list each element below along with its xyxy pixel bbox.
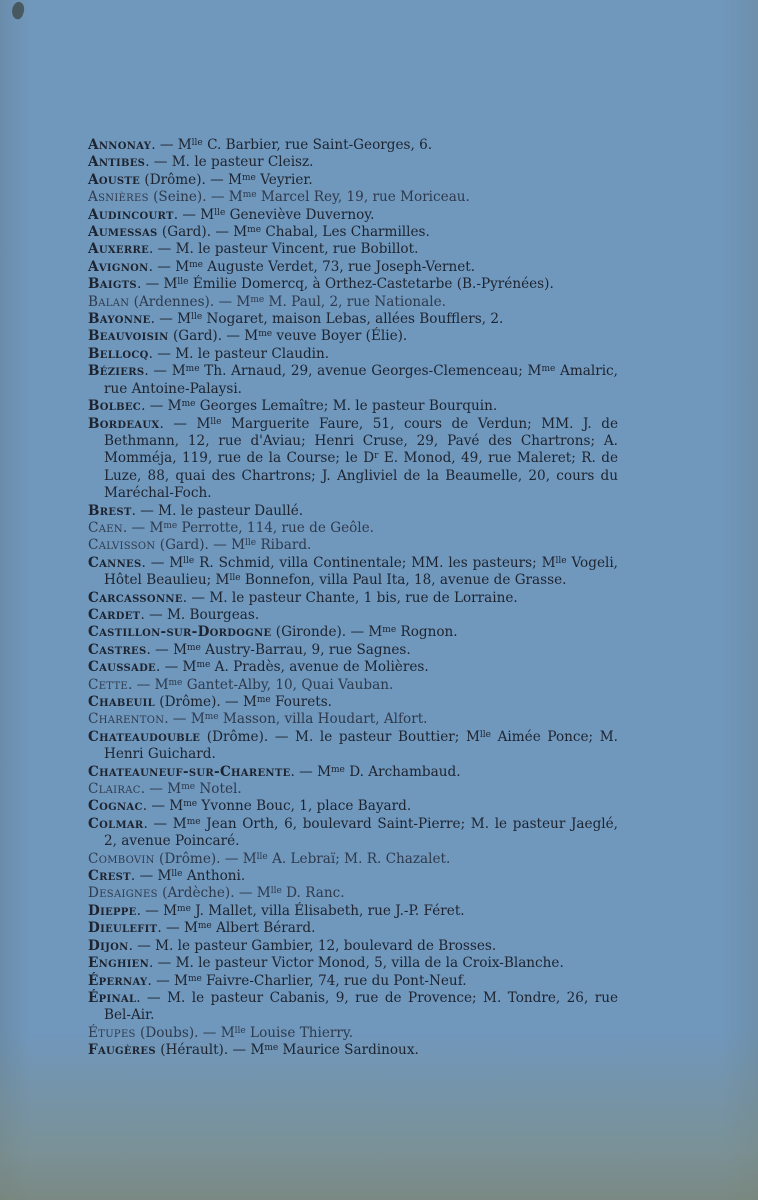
- directory-entry: Caussade. — $M^{me}$ A. Pradès, avenue de Molières.: [88, 659, 429, 676]
- contact-details: M. Bourgeas.: [167, 606, 260, 623]
- directory-entry: Crest. — $M^{lle}$ Anthoni.: [88, 868, 246, 885]
- directory-entry: Épernay. — $M^{me}$ Faivre-Charlier, 74, rue du Pont-Neuf.: [88, 972, 467, 989]
- town-name: Caussade: [88, 659, 156, 676]
- contact-details: $M^{lle}$ A. Lebraï; M. R. Chazalet.: [242, 850, 451, 867]
- region-name: (Gard): [161, 224, 207, 241]
- town-name: Aumessas: [88, 224, 158, 241]
- region-name: (Drôme): [206, 728, 264, 745]
- town-name: Brest: [88, 502, 132, 519]
- directory-entry: Chateauneuf-sur-Charente. — $M^{me}$ D. Archambaud.: [88, 763, 461, 780]
- contact-details: $M^{me}$ Veyrier.: [228, 171, 313, 188]
- town-name: Annonay: [88, 137, 152, 153]
- directory-entry: Clairac. — $M^{me}$ Notel.: [88, 781, 242, 798]
- town-name: Carcassonne: [88, 589, 183, 606]
- town-name: Antibes: [88, 154, 146, 171]
- town-name: Chabeuil: [88, 694, 155, 710]
- town-name: Baigts: [88, 276, 137, 293]
- contact-details: $M^{me}$ veuve Boyer (Élie).: [244, 328, 408, 345]
- contact-details: M. le pasteur Cabanis, 9, rue de Provence; M. Tondre, 26, rue Bel-Air.: [104, 989, 619, 1024]
- directory-entry: Caen. — $M^{me}$ Perrotte, 114, rue de Geôle.: [88, 519, 375, 536]
- contact-details: $M^{me}$ Th. Arnaud, 29, avenue Georges-Clemenceau; $M^{me}$ Amalric, rue Antoine-Palaysi.: [104, 363, 618, 397]
- abbrev-superscript: me: [382, 625, 397, 636]
- directory-entry: Castillon-sur-Dordogne (Gironde). — $M^{me}$ Rognon.: [88, 624, 458, 641]
- town-name: Balan: [88, 293, 130, 310]
- town-name: Desaignes: [88, 885, 158, 902]
- abbrev-superscript: me: [177, 903, 191, 914]
- directory-entry: Aumessas (Gard). — $M^{me}$ Chabal, Les Charmilles.: [88, 224, 430, 241]
- directory-entry: Desaignes (Ardèche). — $M^{lle}$ D. Ranc.: [88, 885, 345, 902]
- directory-entry: Audincourt. — $M^{lle}$ Geneviève Duvernoy.: [88, 206, 375, 223]
- abbrev-superscript: me: [250, 294, 265, 305]
- abbrev-superscript: me: [258, 329, 273, 340]
- abbrev-superscript: me: [242, 172, 256, 183]
- contact-details: $M^{me}$ Gantet-Alby, 10, Quai Vauban.: [154, 676, 394, 693]
- contact-details: $M^{me}$ Faivre-Charlier, 74, rue du Pont-Neuf.: [174, 972, 467, 989]
- contact-details: $M^{me}$ D. Archambaud.: [317, 763, 461, 780]
- town-name: Crest: [88, 868, 131, 885]
- contact-details: $M^{me}$ M. Paul, 2, rue Nationale.: [236, 293, 446, 310]
- abbrev-superscript: me: [181, 782, 196, 793]
- region-name: (Ardennes): [133, 293, 210, 310]
- contact-details: $M^{me}$ Auguste Verdet, 73, rue Joseph-Vernet.: [175, 258, 476, 275]
- contact-details: $M^{lle}$ Nogaret, maison Lebas, allées Boufflers, 2.: [177, 311, 504, 328]
- region-name: (Doubs): [140, 1024, 195, 1041]
- region-name: (Gard): [172, 328, 218, 345]
- directory-entry: Aouste (Drôme). — $M^{me}$ Veyrier.: [88, 171, 313, 188]
- contact-details: $M^{me}$ Maurice Sardinoux.: [250, 1042, 419, 1059]
- abbrev-superscript: me: [197, 921, 212, 932]
- contact-details: $M^{lle}$ Louise Thierry.: [220, 1024, 354, 1041]
- contact-details: M. le pasteur Daullé.: [158, 502, 304, 519]
- contact-details: $M^{me}$ Georges Lemaître; M. le pasteur Bourquin.: [167, 398, 498, 415]
- town-name: Castres: [88, 641, 147, 658]
- town-name: Bayonne: [88, 311, 151, 328]
- directory-entry: Calvisson (Gard). — $M^{lle}$ Ribard.: [88, 537, 312, 554]
- directory-entry: Charenton. — $M^{me}$ Masson, villa Houdart, Alfort.: [88, 711, 428, 728]
- directory-entry: Castres. — $M^{me}$ Austry-Barrau, 9, rue Sagnes.: [88, 641, 411, 658]
- abbrev-superscript: me: [187, 973, 202, 984]
- town-name: Aouste: [88, 171, 141, 188]
- abbrev-superscript: me: [185, 364, 200, 375]
- directory-entry: Baigts. — $M^{lle}$ Émilie Domercq, à Orthez-Castetarbe (B.-Pyrénées).: [88, 276, 554, 293]
- town-name: Dieppe: [88, 902, 137, 919]
- town-name: Bordeaux: [88, 415, 160, 432]
- town-name: Chateaudouble: [88, 728, 201, 745]
- region-name: (Drôme): [144, 171, 202, 188]
- directory-entry: Chateaudouble (Drôme). — M. le pasteur Bouttier; $M^{lle}$ Aimée Ponce; M. Henri Guichard.: [88, 728, 618, 763]
- directory-entry: Beauvoisin (Gard). — $M^{me}$ veuve Boyer (Élie).: [88, 328, 408, 345]
- directory-entry: Auxerre. — M. le pasteur Vincent, rue Bobillot.: [88, 241, 419, 258]
- town-name: Béziers: [88, 363, 145, 380]
- directory-entry: Dijon. — M. le pasteur Gambier, 12, boulevard de Brosses.: [88, 937, 497, 954]
- town-name: Colmar: [88, 815, 144, 832]
- abbrev-superscript: lle: [171, 869, 183, 880]
- contact-details: M. le pasteur Chante, 1 bis, rue de Lorraine.: [209, 589, 518, 606]
- abbrev-superscript: me: [186, 642, 201, 653]
- town-name: Faugères: [88, 1042, 156, 1059]
- contact-details: $M^{lle}$ C. Barbier, rue Saint-Georges, 6.: [177, 137, 433, 153]
- directory-entry: Cognac. — $M^{me}$ Yvonne Bouc, 1, place Bayard.: [88, 798, 412, 815]
- town-name: Audincourt: [88, 206, 174, 223]
- directory-entry: Avignon. — $M^{me}$ Auguste Verdet, 73, rue Joseph-Vernet.: [88, 258, 476, 275]
- town-name: Cette: [88, 676, 129, 693]
- directory-entry: Antibes. — M. le pasteur Cleisz.: [88, 154, 314, 171]
- region-name: (Seine): [153, 189, 203, 206]
- town-name: Beauvoisin: [88, 328, 169, 345]
- directory-entry: Bayonne. — $M^{lle}$ Nogaret, maison Lebas, allées Boufflers, 2.: [88, 311, 504, 328]
- directory-entry: Épinal. — M. le pasteur Cabanis, 9, rue de Provence; M. Tondre, 26, rue Bel-Air.: [88, 989, 619, 1024]
- contact-details: $M^{lle}$ Geneviève Duvernoy.: [200, 206, 375, 223]
- town-name: Enghien: [88, 955, 150, 972]
- contact-details: $M^{me}$ Notel.: [167, 781, 242, 798]
- abbrev-superscript: me: [204, 712, 219, 723]
- town-name: Auxerre: [88, 241, 149, 258]
- abbrev-superscript: lle: [210, 416, 222, 427]
- abbrev-superscript: me: [183, 799, 198, 810]
- contact-details: M. le pasteur Claudin.: [175, 345, 330, 362]
- directory-entry: Annonay. — $M^{lle}$ C. Barbier, rue Saint-Georges, 6.: [88, 137, 433, 153]
- contact-details: $M^{me}$ A. Pradès, avenue de Molières.: [182, 659, 429, 676]
- town-name: Bolbec: [88, 398, 142, 415]
- abbrev-superscript: me: [541, 364, 556, 375]
- directory-entry: Balan (Ardennes). — $M^{me}$ M. Paul, 2, rue Nationale.: [88, 293, 446, 310]
- directory-entry: Combovin (Drôme). — $M^{lle}$ A. Lebraï; M. R. Chazalet.: [88, 850, 451, 867]
- abbrev-superscript: r: [374, 451, 379, 462]
- directory-entry: Bolbec. — $M^{me}$ Georges Lemaître; M. le pasteur Bourquin.: [88, 398, 498, 415]
- region-name: (Gironde): [275, 624, 342, 641]
- abbrev-superscript: me: [181, 399, 196, 410]
- contact-details: $M^{lle}$ Émilie Domercq, à Orthez-Castetarbe (B.-Pyrénées).: [163, 276, 554, 293]
- region-name: (Hérault): [160, 1042, 224, 1059]
- town-name: Caen: [88, 519, 123, 536]
- town-name: Dieulefit: [88, 920, 158, 937]
- town-name: Épinal: [88, 989, 137, 1006]
- contact-details: $M^{lle}$ D. Ranc.: [256, 885, 345, 902]
- abbrev-superscript: me: [196, 660, 211, 671]
- town-name: Charenton: [88, 711, 165, 728]
- region-name: (Gard): [159, 537, 205, 554]
- directory-entry: Dieppe. — $M^{me}$ J. Mallet, villa Élisabeth, rue J.-P. Féret.: [88, 902, 465, 919]
- abbrev-superscript: lle: [177, 277, 189, 288]
- town-name: Bellocq: [88, 345, 149, 362]
- contact-details: M. le pasteur Gambier, 12, boulevard de Brosses.: [155, 937, 497, 954]
- town-name: Cognac: [88, 798, 143, 815]
- directory-entry: Bordeaux. — $M^{lle}$ Marguerite Faure, 51, cours de Verdun; MM. J. de Bethmann, 12, rue d'Aviau; Henri Cruse, 29, Pavé des Chartrons; A. Momméja, 119, rue de la Course; le $D^r$ E. Monod, 49, rue Maleret; R. de Luze, 88, quai des Chartrons; J. Angliviel de la Beaumelle, 20, cours du Maréchal-Foch.: [88, 415, 618, 502]
- town-name: Étupes: [88, 1024, 136, 1041]
- directory-entry: Chabeuil (Drôme). — $M^{me}$ Fourets.: [88, 694, 333, 710]
- abbrev-superscript: lle: [214, 207, 226, 218]
- abbrev-superscript: me: [264, 1043, 279, 1054]
- directory-entry: Dieulefit. — $M^{me}$ Albert Bérard.: [88, 920, 316, 937]
- directory-entry: Carcassonne. — M. le pasteur Chante, 1 bis, rue de Lorraine.: [88, 589, 518, 606]
- town-name: Combovin: [88, 850, 155, 867]
- abbrev-superscript: lle: [479, 729, 491, 740]
- directory-entry: Étupes (Doubs). — $M^{lle}$ Louise Thierry.: [88, 1024, 354, 1041]
- ink-stain-mark: [9, 0, 26, 20]
- abbrev-superscript: lle: [191, 312, 203, 323]
- region-name: (Drôme): [159, 694, 217, 710]
- contact-details: M. le pasteur Victor Monod, 5, villa de la Croix-Blanche.: [175, 955, 564, 972]
- abbrev-superscript: me: [168, 677, 183, 688]
- abbrev-superscript: lle: [234, 1025, 246, 1036]
- directory-entry: Cette. — $M^{me}$ Gantet-Alby, 10, Quai Vauban.: [88, 676, 394, 693]
- town-name: Clairac: [88, 781, 141, 798]
- contact-details: $M^{me}$ Jean Orth, 6, boulevard Saint-Pierre; M. le pasteur Jaeglé, 2, avenue Poincaré.: [104, 815, 618, 850]
- directory-list: [88, 137, 618, 1060]
- contact-details: $M^{me}$ Chabal, Les Charmilles.: [233, 224, 430, 241]
- abbrev-superscript: lle: [191, 138, 203, 148]
- town-name: Épernay: [88, 972, 148, 989]
- directory-entry: Brest. — M. le pasteur Daullé.: [88, 502, 304, 519]
- abbrev-superscript: lle: [555, 555, 567, 566]
- contact-details: $M^{me}$ Masson, villa Houdart, Alfort.: [190, 711, 428, 728]
- contact-details: $M^{lle}$ Anthoni.: [157, 868, 246, 885]
- abbrev-superscript: lle: [270, 886, 282, 897]
- directory-entry: Colmar. — $M^{me}$ Jean Orth, 6, boulevard Saint-Pierre; M. le pasteur Jaeglé, 2, avenue Poincaré.: [88, 815, 618, 850]
- town-name: Avignon: [88, 258, 149, 275]
- region-name: (Drôme): [159, 850, 217, 867]
- contact-details: $M^{me}$ J. Mallet, villa Élisabeth, rue J.-P. Féret.: [163, 902, 465, 919]
- abbrev-superscript: me: [163, 520, 178, 531]
- contact-details: M. le pasteur Bouttier; $M^{lle}$ Aimée Ponce; M. Henri Guichard.: [104, 728, 618, 763]
- contact-details: $M^{lle}$ Marguerite Faure, 51, cours de Verdun; MM. J. de Bethmann, 12, rue d'Aviau; Henri Cruse, 29, Pavé des Chartrons; A. Momméja, 119, rue de la Course; le $D^r$ E. Monod, 49, rue Maleret; R. de Luze, 88, quai des Chartrons; J. Angliviel de la Beaumelle, 20, cours du Maréchal-Foch.: [104, 415, 618, 502]
- town-name: Calvisson: [88, 537, 156, 554]
- abbrev-superscript: me: [331, 764, 345, 775]
- abbrev-superscript: me: [242, 190, 257, 201]
- region-name: (Ardèche): [162, 885, 231, 902]
- contact-details: M. le pasteur Vincent, rue Bobillot.: [175, 241, 419, 258]
- contact-details: $M^{me}$ Marcel Rey, 19, rue Moriceau.: [228, 189, 470, 206]
- abbrev-superscript: me: [186, 816, 201, 827]
- directory-entry: Cannes. — $M^{lle}$ R. Schmid, villa Continentale; MM. les pasteurs; $M^{lle}$ Vogeli, Hôtel Beaulieu; $M^{lle}$ Bonnefon, villa Paul Ita, 18, avenue de Grasse.: [88, 554, 619, 589]
- directory-entry: Bellocq. — M. le pasteur Claudin.: [88, 345, 330, 362]
- town-name: Dijon: [88, 937, 129, 954]
- abbrev-superscript: lle: [183, 555, 195, 566]
- abbrev-superscript: lle: [245, 538, 257, 549]
- abbrev-superscript: me: [256, 695, 271, 705]
- contact-details: $M^{me}$ Fourets.: [242, 694, 333, 710]
- abbrev-superscript: lle: [229, 573, 241, 584]
- abbrev-superscript: me: [247, 225, 262, 236]
- contact-details: $M^{me}$ Albert Bérard.: [183, 920, 316, 937]
- town-name: Castillon-sur-Dordogne: [88, 624, 272, 641]
- directory-entry: Cardet. — M. Bourgeas.: [88, 606, 260, 623]
- directory-entry: Faugères (Hérault). — $M^{me}$ Maurice Sardinoux.: [88, 1042, 419, 1059]
- contact-details: $M^{lle}$ R. Schmid, villa Continentale; MM. les pasteurs; $M^{lle}$ Vogeli, Hôtel Beaulieu; $M^{lle}$ Bonnefon, villa Paul Ita, 18, avenue de Grasse.: [104, 554, 619, 589]
- town-name: Asnières: [88, 189, 149, 206]
- contact-details: $M^{lle}$ Ribard.: [231, 537, 312, 554]
- contact-details: $M^{me}$ Perrotte, 114, rue de Geôle.: [149, 519, 375, 536]
- town-name: Cardet: [88, 606, 141, 623]
- directory-entry: Enghien. — M. le pasteur Victor Monod, 5, villa de la Croix-Blanche.: [88, 955, 564, 972]
- town-name: Cannes: [88, 554, 142, 571]
- town-name: Chateauneuf-sur-Charente: [88, 763, 291, 780]
- contact-details: $M^{me}$ Rognon.: [368, 624, 458, 641]
- contact-details: $M^{me}$ Austry-Barrau, 9, rue Sagnes.: [173, 641, 411, 658]
- contact-details: M. le pasteur Cleisz.: [171, 154, 314, 171]
- abbrev-superscript: lle: [256, 851, 268, 862]
- directory-entry: Béziers. — $M^{me}$ Th. Arnaud, 29, avenue Georges-Clemenceau; $M^{me}$ Amalric, rue Antoine-Palaysi.: [88, 363, 618, 397]
- contact-details: $M^{me}$ Yvonne Bouc, 1, place Bayard.: [169, 798, 412, 815]
- directory-entry: Asnières (Seine). — $M^{me}$ Marcel Rey, 19, rue Moriceau.: [88, 189, 470, 206]
- abbrev-superscript: me: [189, 259, 203, 270]
